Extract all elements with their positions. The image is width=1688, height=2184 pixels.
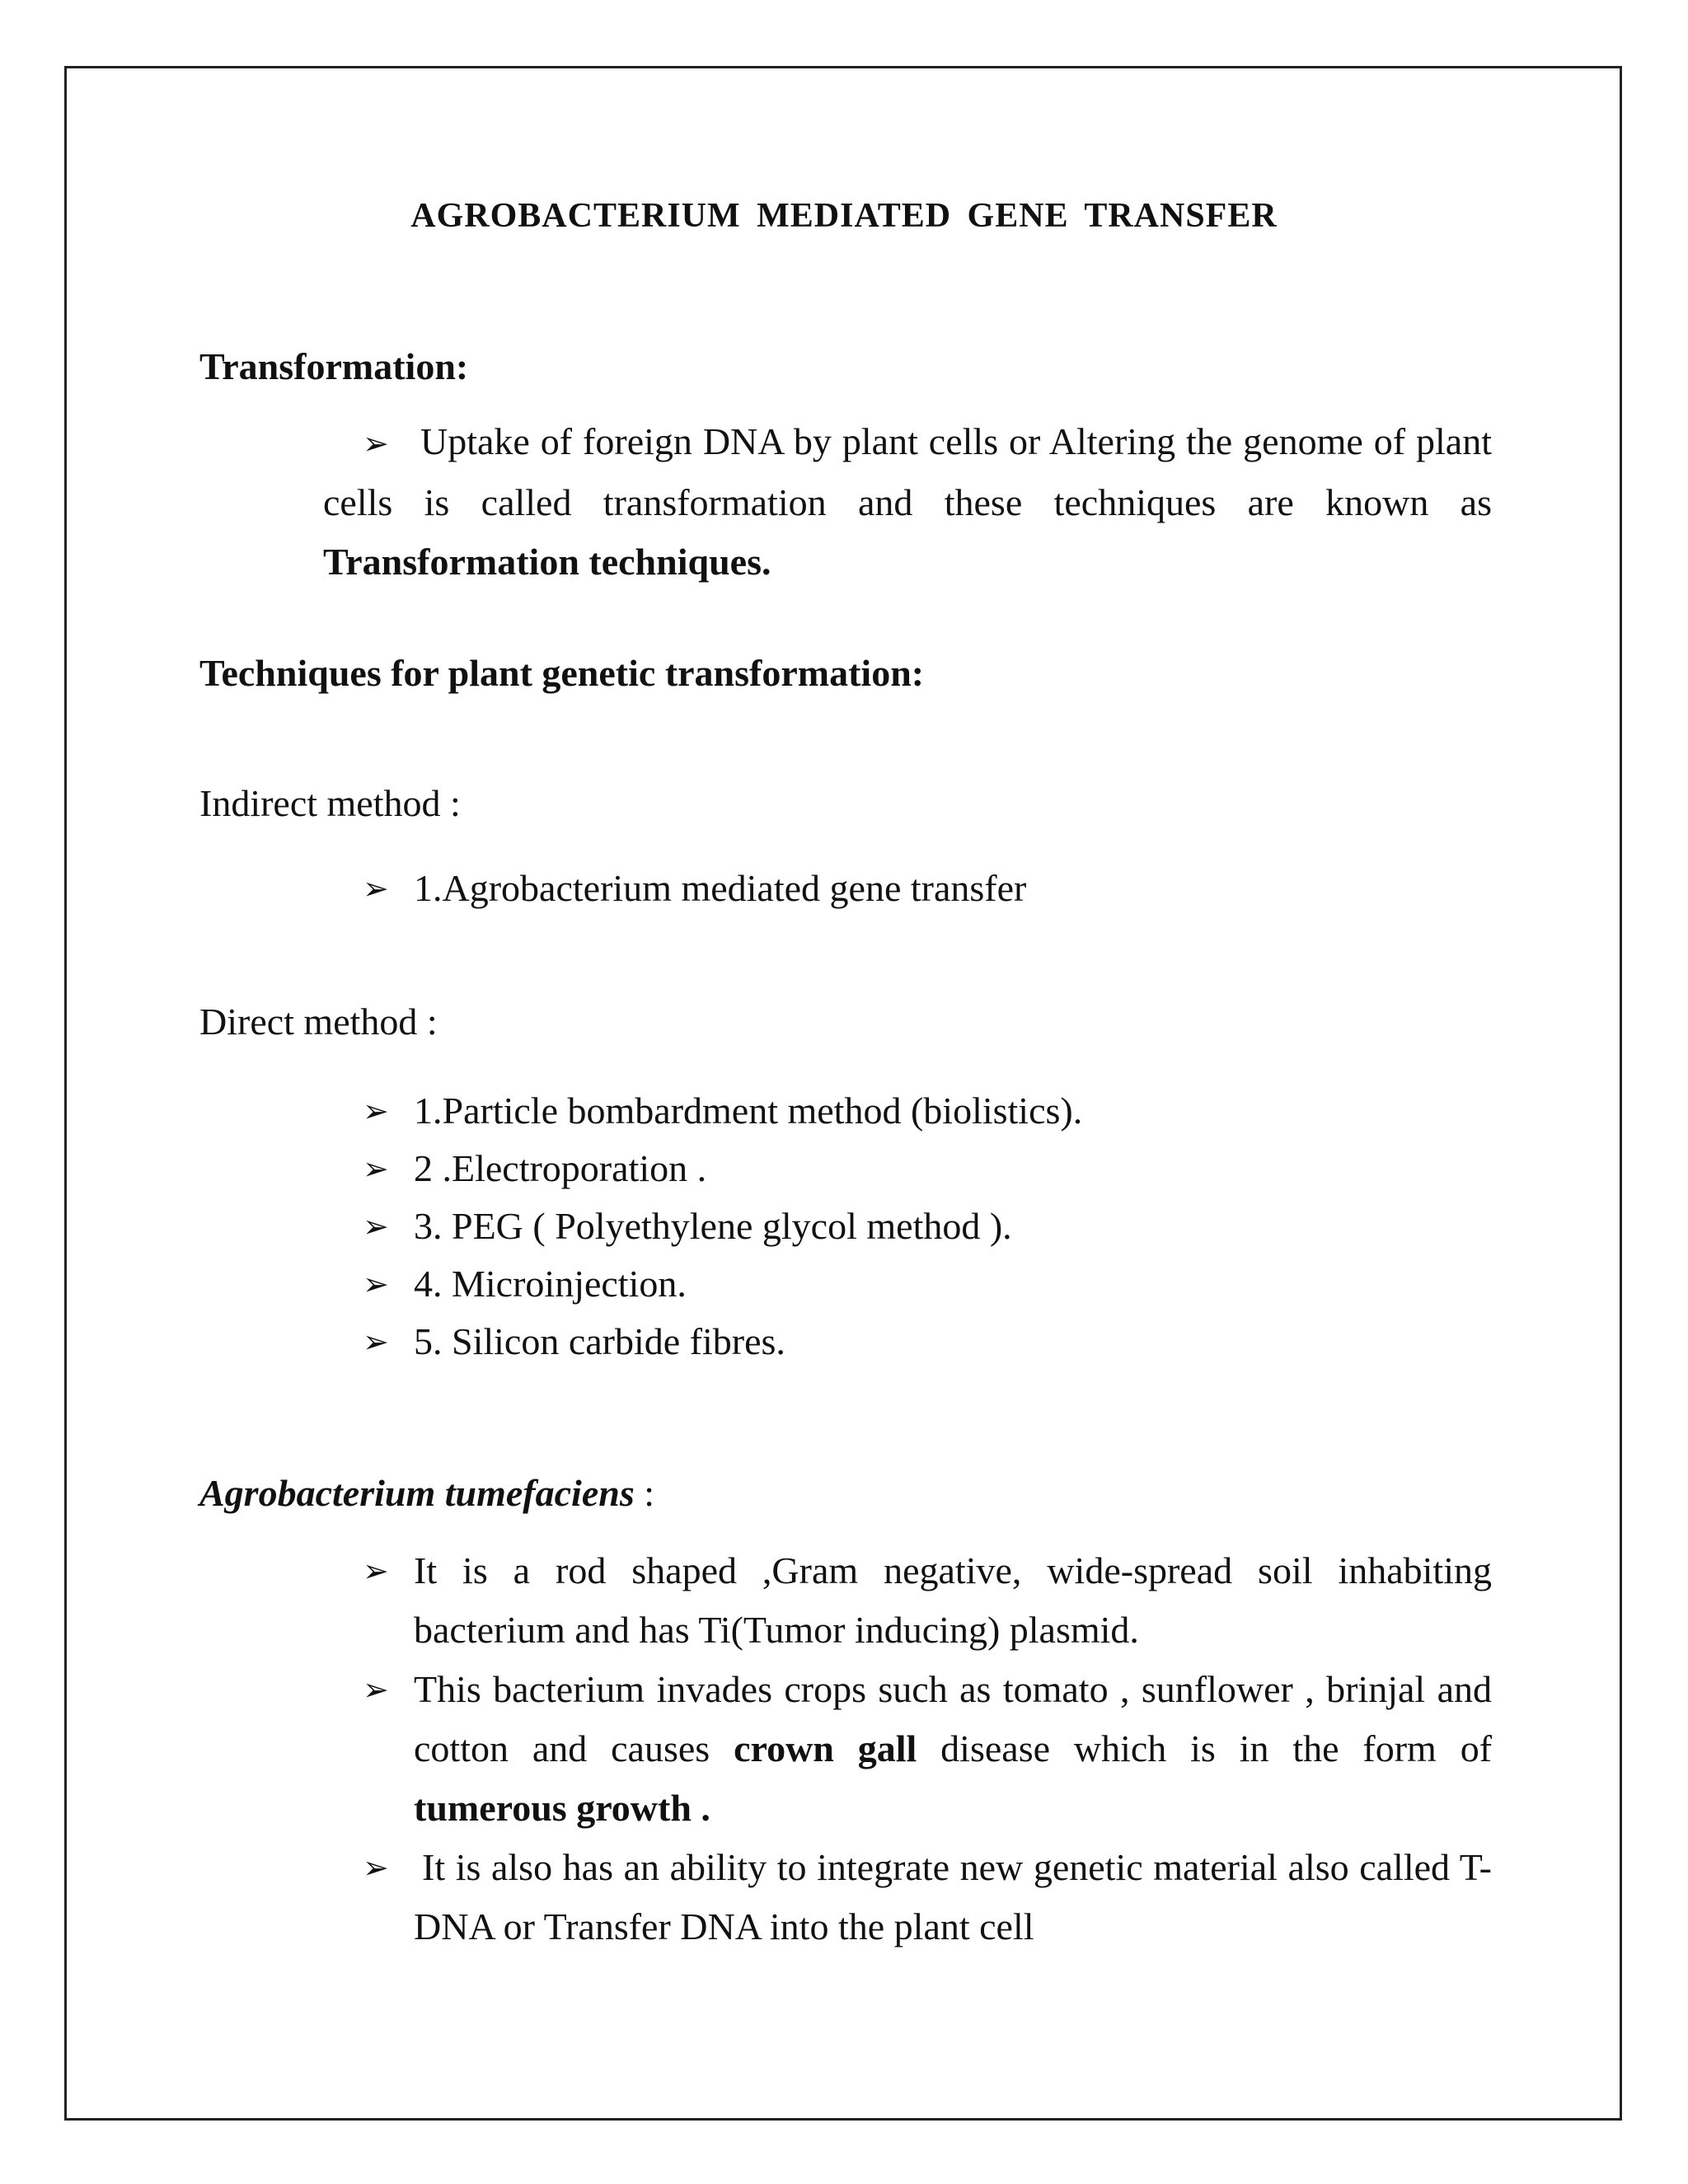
agrobacterium-list [363,1541,1492,1957]
list-item: ➢ It is also has an ability to integrate new genetic material also called T-DNA or Transfer DNA into the plant cell [363,1838,1492,1957]
bullet-arrow-icon: ➢ [363,1151,389,1187]
bullet-arrow-icon: ➢ [363,870,389,907]
indirect-method-list [363,864,1026,913]
bullet-arrow-icon: ➢ [363,1553,389,1589]
techniques-heading: Techniques for plant genetic transformation: [199,652,925,694]
bullet-arrow-icon: ➢ [363,1093,389,1129]
list-item: ➢ 1.Particle bombardment method (biolistics). [363,1082,1082,1140]
list-item: ➢ 4. Microinjection. [363,1255,1082,1313]
agrobacterium-heading: Agrobacterium tumefaciens : [199,1472,655,1514]
bullet-arrow-icon: ➢ [363,1849,389,1886]
list-item: ➢ 5. Silicon carbide fibres. [363,1313,1082,1371]
transformation-heading: Transformation: [199,345,469,387]
list-item: ➢ This bacterium invades crops such as tomato , sunflower , brinjal and cotton and causes crown gall disease which is in the form of tumerous growth . [363,1660,1492,1838]
bullet-arrow-icon: ➢ [363,1671,389,1708]
list-item: ➢ 3. PEG ( Polyethylene glycol method ). [363,1197,1082,1255]
transformation-paragraph [323,412,1492,592]
direct-method-label: Direct method : [199,1001,438,1043]
bullet-arrow-icon: ➢ [363,1324,389,1360]
list-item: ➢ 2 .Electroporation . [363,1140,1082,1197]
direct-method-list [363,1082,1082,1371]
transformation-text: Uptake of foreign DNA by plant cells or Altering the genome of plant cells is called transformation and these techniques are known as [323,420,1492,523]
list-item: ➢ 1.Agrobacterium mediated gene transfer [363,864,1026,913]
list-item: ➢ It is a rod shaped ,Gram negative, wide-spread soil inhabiting bacterium and has Ti(Tumor inducing) plasmid. [363,1541,1492,1660]
indirect-method-label: Indirect method : [199,782,461,824]
bullet-arrow-icon: ➢ [363,1208,389,1244]
bullet-arrow-icon: ➢ [363,1266,389,1302]
transformation-bold: Transformation techniques. [323,541,771,583]
bullet-arrow-icon: ➢ [363,425,389,462]
page-title: AGROBACTERIUM MEDIATED GENE TRANSFER [410,197,1278,235]
